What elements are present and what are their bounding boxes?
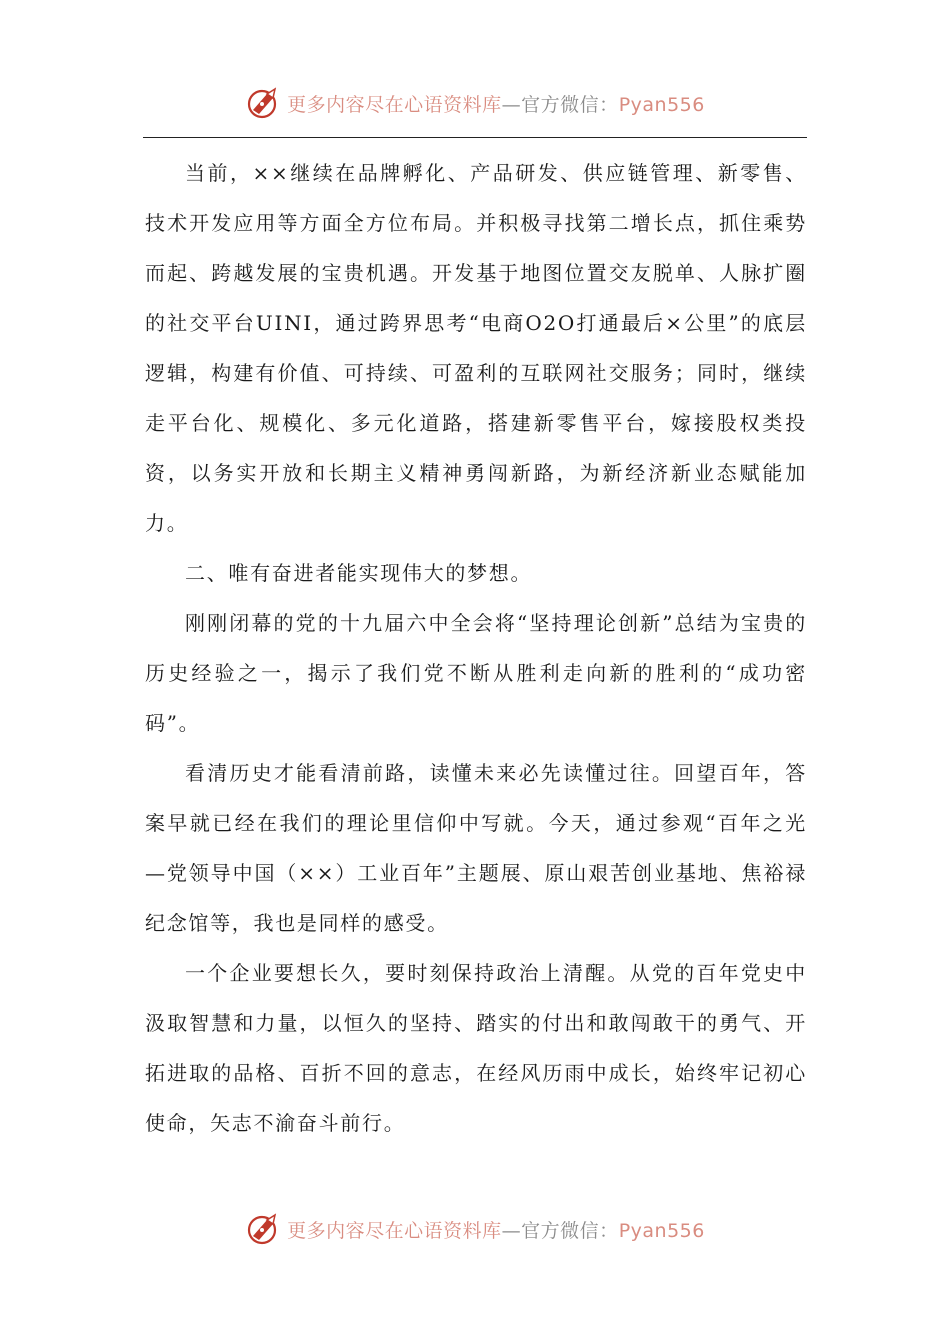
header-banner [0,83,950,123]
banner-text [287,1216,705,1243]
paragraph: 看清历史才能看清前路，读懂未来必先读懂过往。回望百年，答案早就已经在我们的理论里信仰中写就。今天，通过参观“百年之光—党领导中国（××）工业百年”主题展、原山艰苦创业基地、焦裕禄纪念馆等，我也是同样的感受。 [145,761,807,935]
footer-banner [0,1209,950,1249]
paragraph: 一个企业要想长久，要时刻保持政治上清醒。从党的百年党史中汲取智慧和力量，以恒久的坚持、踏实的付出和敢闯敢干的勇气、开拓进取的品格、百折不回的意志，在经风历雨中成长，始终牢记初心使命，矢志不渝奋斗前行。 [145,961,807,1135]
banner-official-label: —官方微信： [501,1219,619,1242]
banner-brand: 更多内容尽在心语资料库 [287,1219,502,1242]
section-heading: 二、唯有奋进者能实现伟大的梦想。 [185,561,533,585]
header-rule [143,137,807,138]
banner-wechat-id: Pyan556 [618,1219,705,1242]
paragraph: 当前，××继续在品牌孵化、产品研发、供应链管理、新零售、技术开发应用等方面全方位布局。并积极寻找第二增长点，抓住乘势而起、跨越发展的宝贵机遇。开发基于地图位置交友脱单、人脉扩圈的社交平台UINI，通过跨界思考“电商O2O打通最后×公里”的底层逻辑，构建有价值、可持续、可盈利的互联网社交服务；同时，继续走平台化、规模化、多元化道路，搭建新零售平台，嫁接股权类投资，以务实开放和长期主义精神勇闯新路，为新经济新业态赋能加力。 [145,161,807,535]
paragraph: 刚刚闭幕的党的十九届六中全会将“坚持理论创新”总结为宝贵的历史经验之一，揭示了我们党不断从胜利走向新的胜利的“成功密码”。 [145,611,807,735]
pen-nib-circle-icon [245,85,281,121]
pen-nib-circle-icon [245,1211,281,1247]
document-body [145,148,807,1148]
banner-text [287,90,705,117]
banner-wechat-id: Pyan556 [618,93,705,116]
banner-official-label: —官方微信： [501,93,619,116]
banner-brand: 更多内容尽在心语资料库 [287,93,502,116]
